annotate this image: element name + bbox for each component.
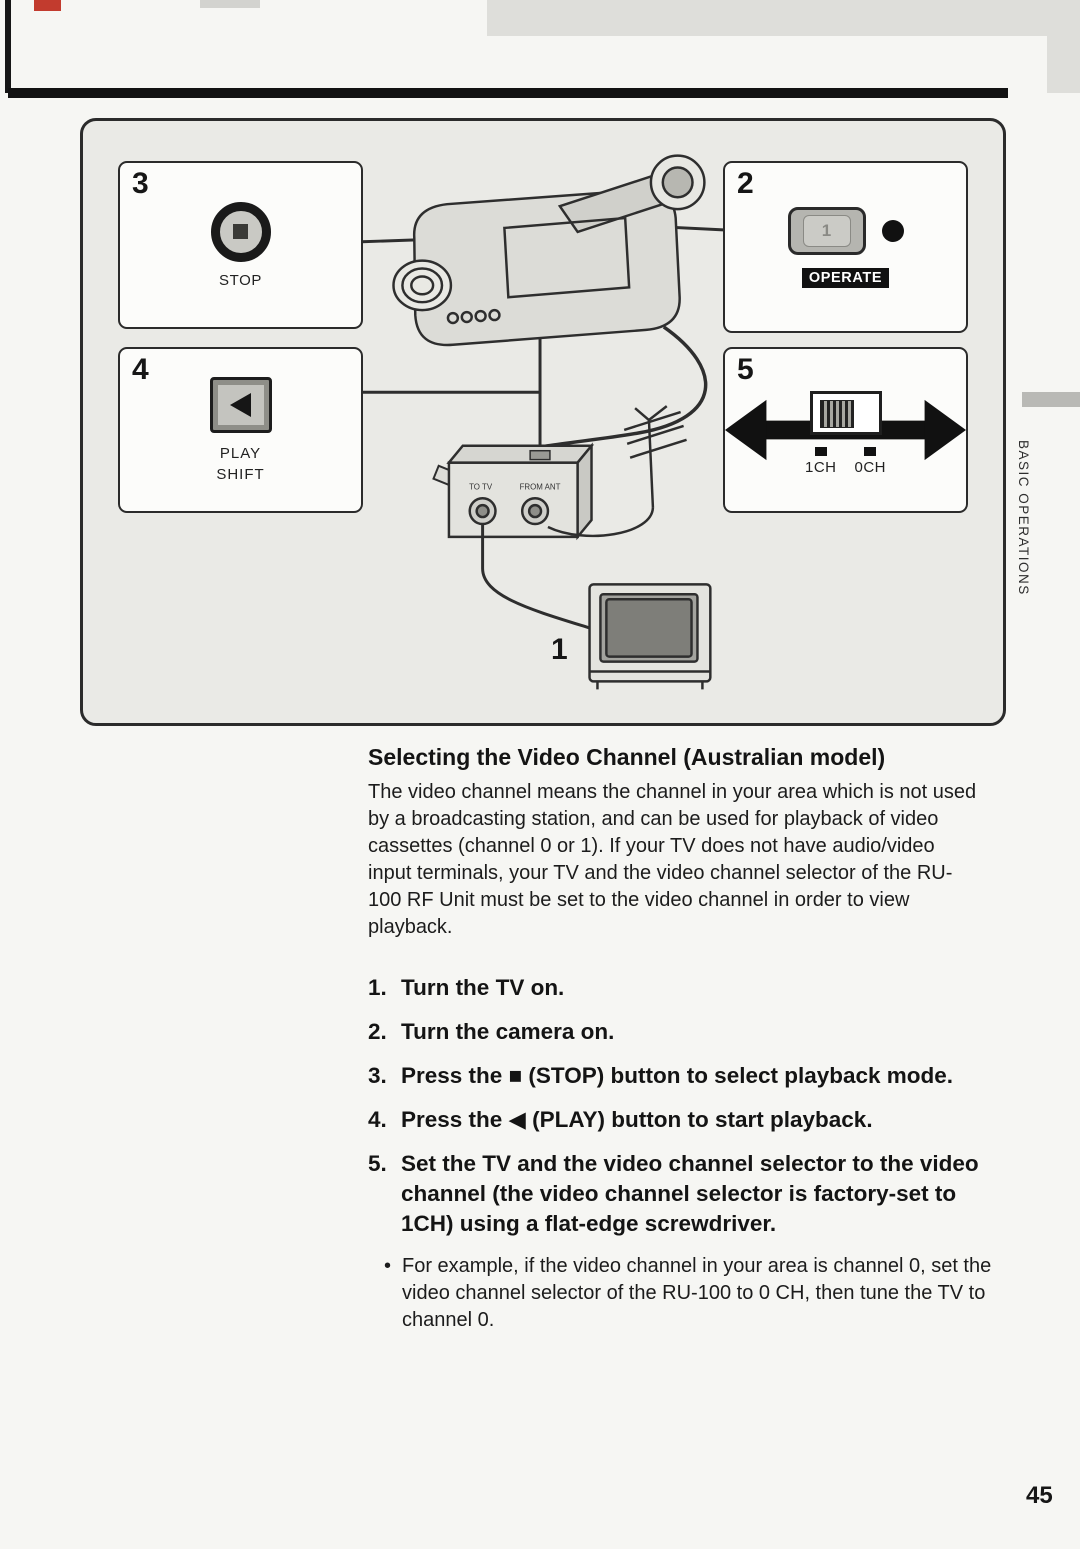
step-5 bbox=[368, 1149, 1013, 1239]
callout-channel-selector bbox=[723, 347, 968, 513]
rf-to-tv-label: TO TV bbox=[469, 482, 493, 492]
chapter-tab bbox=[1022, 392, 1080, 407]
stop-label: STOP bbox=[219, 271, 262, 289]
section-heading: Selecting the Video Channel (Australian model) bbox=[368, 744, 886, 770]
step-number: 2. bbox=[368, 1019, 387, 1044]
step-text: Turn the camera on. bbox=[401, 1019, 615, 1044]
left-edge-mark bbox=[5, 0, 11, 93]
scan-red-mark bbox=[34, 0, 61, 11]
operate-badge: OPERATE bbox=[802, 268, 889, 288]
step-text: Turn the TV on. bbox=[401, 975, 565, 1000]
play-label: PLAY bbox=[219, 445, 262, 462]
step-text: Press the ■ (STOP) button to select playback mode. bbox=[401, 1063, 954, 1088]
intro-paragraph: The video channel means the channel in your area which is not used by a broadcasting station, and can be used for playback of video cassettes (channel 0 or 1). If your TV does not have audio/video input terminals, your TV and the video channel selector of the RU-100 RF Unit must be set to the video channel in order to view playback. bbox=[368, 781, 977, 938]
step-number: 4. bbox=[368, 1107, 387, 1132]
step-number: 1. bbox=[368, 975, 387, 1000]
step-4 bbox=[368, 1105, 1013, 1135]
callout-number: 4 bbox=[132, 353, 149, 386]
diagram-panel bbox=[80, 118, 1006, 726]
rf-from-ant-label: FROM ANT bbox=[519, 482, 561, 492]
bullet-text: For example, if the video channel in your area is channel 0, set the video channel selector of the RU-100 to 0 CH, then tune the TV to channel 0. bbox=[402, 1255, 992, 1331]
page-number: 45 bbox=[1026, 1482, 1053, 1509]
stop-button-icon bbox=[211, 202, 271, 262]
rf-unit-illustration bbox=[449, 446, 592, 537]
rf-tv-cable bbox=[483, 524, 590, 628]
scan-gray-column bbox=[1047, 0, 1080, 93]
tv-illustration bbox=[590, 584, 711, 689]
step-number: 3. bbox=[368, 1063, 387, 1088]
channel-switch-icon bbox=[810, 391, 882, 435]
scan-gray-strip bbox=[200, 0, 260, 8]
play-button-icon bbox=[210, 377, 272, 433]
callout-play bbox=[118, 347, 363, 513]
step-1 bbox=[368, 973, 1013, 1003]
top-rule bbox=[8, 88, 1008, 98]
callout-number: 5 bbox=[737, 353, 754, 386]
step-3 bbox=[368, 1061, 1013, 1091]
scan-gray-block bbox=[487, 0, 1080, 36]
channel-0ch-label: 0CH bbox=[854, 458, 887, 476]
callout-stop bbox=[118, 161, 363, 329]
note-bullet bbox=[368, 1253, 1013, 1334]
power-button-icon bbox=[788, 207, 866, 255]
callout-operate bbox=[723, 161, 968, 333]
step-2 bbox=[368, 1017, 1013, 1047]
bullet-marker: • bbox=[384, 1255, 392, 1277]
step-text: Set the TV and the video channel selector to the video channel (the video channel selector is factory-set to 1CH) using a flat-edge screwdriver. bbox=[401, 1151, 979, 1236]
power-lamp-icon bbox=[882, 220, 904, 242]
step-number: 5. bbox=[368, 1151, 387, 1176]
power-key-cap: 1 bbox=[803, 215, 851, 247]
camcorder-illustration bbox=[393, 156, 704, 345]
callout-number: 2 bbox=[737, 167, 754, 200]
callout-number: 3 bbox=[132, 167, 149, 200]
callout-number-tv: 1 bbox=[551, 633, 568, 666]
chapter-title-vertical: BASIC OPERATIONS bbox=[1016, 440, 1031, 596]
step-text: Press the ◀ (PLAY) button to start playback. bbox=[401, 1107, 873, 1132]
content-column bbox=[368, 744, 1013, 1334]
shift-label: SHIFT bbox=[216, 466, 265, 483]
channel-1ch-label: 1CH bbox=[804, 458, 837, 476]
